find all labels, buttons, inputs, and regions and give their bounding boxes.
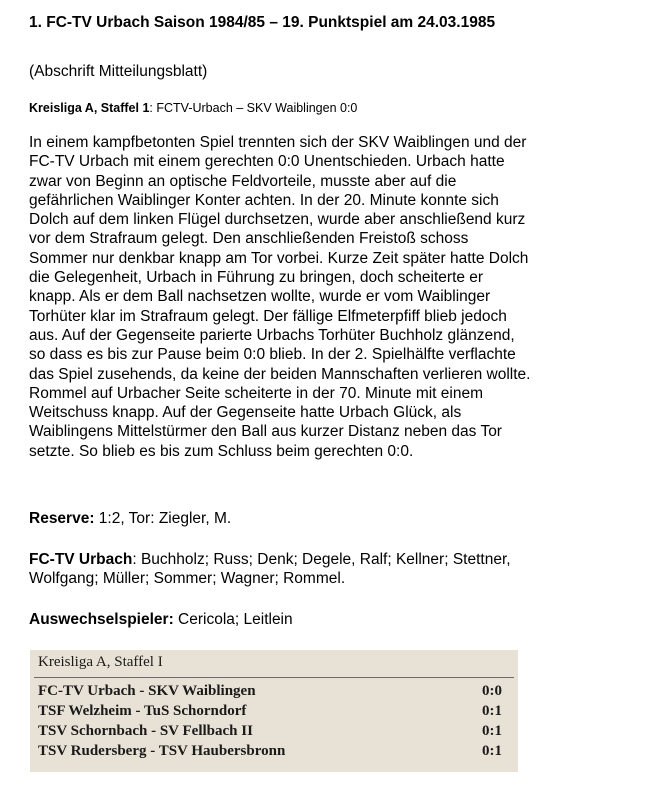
report-line: Rommel auf Urbacher Seite scheiterte in der 70. Minute mit einem bbox=[29, 384, 484, 402]
league-label: Kreisliga A, Staffel 1 bbox=[29, 101, 150, 115]
clipping-result-row bbox=[38, 683, 508, 701]
clipping-match: TSV Rudersberg - TSV Haubersbronn bbox=[38, 743, 286, 759]
report-line: Weitschuss knapp. Auf der Gegenseite hatte Urbach Glück, als bbox=[29, 404, 462, 422]
clipping-score: 0:1 bbox=[482, 743, 502, 759]
clipping-match: TSF Welzheim - TuS Schorndorf bbox=[38, 703, 247, 719]
clipping-heading: Kreisliga A, Staffel I bbox=[38, 654, 163, 670]
substitutes-label: Auswechselspieler: bbox=[29, 611, 174, 628]
substitutes-section bbox=[29, 610, 293, 629]
clipping-score: 0:1 bbox=[482, 703, 502, 719]
match-line bbox=[29, 101, 357, 115]
reserve-section bbox=[29, 509, 231, 528]
reserve-text: 1:2, Tor: Ziegler, M. bbox=[94, 510, 232, 527]
match-result: : FCTV-Urbach – SKV Waiblingen 0:0 bbox=[149, 101, 358, 115]
clipping-result-row bbox=[38, 703, 508, 721]
lineup-players-1: : Buchholz; Russ; Denk; Degele, Ralf; Kellner; Stettner, bbox=[132, 551, 511, 568]
clipping-result-row bbox=[38, 743, 508, 761]
reserve-label: Reserve: bbox=[29, 510, 95, 527]
report-line: knapp. Als er dem Ball nachsetzen wollte, wurde er vom Waiblinger bbox=[29, 288, 491, 306]
report-line: Sommer nur denkbar knapp am Tor vorbei. Kurze Zeit später hatte Dolch bbox=[29, 249, 529, 267]
clipping-divider bbox=[34, 677, 514, 678]
report-line: gefährlichen Waiblinger Konter achten. In der 20. Minute konnte sich bbox=[29, 191, 499, 209]
report-line: Waiblingens Mittelstürmer den Ball aus kurzer Distanz neben das Tor bbox=[29, 423, 502, 441]
match-report bbox=[29, 133, 530, 461]
clipping-match: FC-TV Urbach - SKV Waiblingen bbox=[38, 683, 256, 699]
clipping-score: 0:0 bbox=[482, 683, 502, 699]
report-line: vor dem Strafraum gelegt. Den anschließenden Freistoß schoss bbox=[29, 230, 469, 248]
substitutes-text: Cericola; Leitlein bbox=[173, 611, 293, 628]
report-line: aus. Auf der Gegenseite parierte Urbachs Torhüter Buchholz glänzend, bbox=[29, 326, 515, 344]
newspaper-clipping bbox=[30, 650, 518, 772]
clipping-result-row bbox=[38, 723, 508, 741]
report-line: zwar von Beginn an optische Feldvorteile, musste aber auf die bbox=[29, 172, 457, 190]
report-line: die Gelegenheit, Urbach in Führung zu bringen, doch scheiterte er bbox=[29, 269, 484, 287]
clipping-score: 0:1 bbox=[482, 723, 502, 739]
page-subtitle: (Abschrift Mitteilungsblatt) bbox=[29, 63, 208, 80]
report-line: setzte. So blieb es bis zum Schluss beim gerechten 0:0. bbox=[29, 442, 414, 460]
lineup-label: FC-TV Urbach bbox=[29, 551, 133, 568]
report-line: FC-TV Urbach mit einem gerechten 0:0 Unentschieden. Urbach hatte bbox=[29, 153, 505, 171]
page-title: 1. FC-TV Urbach Saison 1984/85 – 19. Punktspiel am 24.03.1985 bbox=[29, 14, 496, 31]
report-line: Dolch auf dem linken Flügel durchsetzen, wurde aber anschließend kurz bbox=[29, 211, 526, 229]
lineup-line bbox=[29, 550, 511, 569]
report-line: das Spiel zusehends, da keine der beiden Mannschaften verlieren wollte. bbox=[29, 365, 531, 383]
clipping-match: TSV Schornbach - SV Fellbach II bbox=[38, 723, 253, 739]
lineup-section bbox=[29, 550, 511, 589]
report-line: In einem kampfbetonten Spiel trennten sich der SKV Waiblingen und der bbox=[29, 134, 527, 151]
report-line: Torhüter klar im Strafraum gelegt. Der fällige Elfmeterpfiff blieb jedoch bbox=[29, 307, 507, 325]
lineup-players-2: Wolfgang; Müller; Sommer; Wagner; Rommel. bbox=[29, 570, 346, 588]
report-line: so dass es bis zur Pause beim 0:0 blieb. In der 2. Spielhälfte verflachte bbox=[29, 346, 516, 364]
